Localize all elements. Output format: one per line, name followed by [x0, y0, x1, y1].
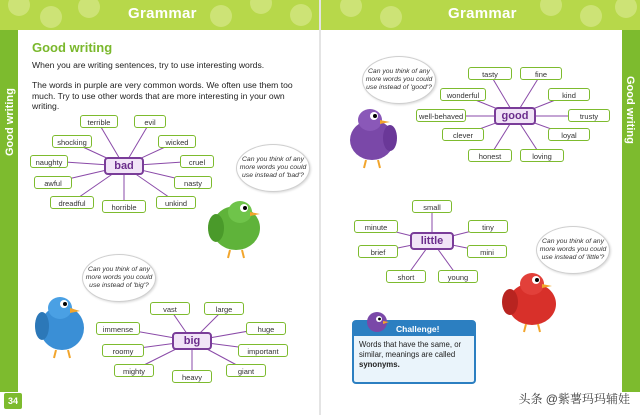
word-large: large: [204, 302, 244, 315]
word-vast: vast: [150, 302, 190, 315]
speech-bubble-good: [362, 56, 436, 104]
word-honest: honest: [468, 149, 512, 162]
page-number: 34: [4, 393, 22, 409]
speech-bubble-little-text: Can you think of any more words you could use instead of 'little'?: [539, 238, 607, 261]
word-important: important: [238, 344, 288, 357]
center-word-little: little: [410, 232, 454, 250]
challenge-box: [352, 320, 476, 384]
word-evil: evil: [134, 115, 166, 128]
word-minute: minute: [354, 220, 398, 233]
word-small: small: [412, 200, 452, 213]
right-banner-title: Grammar: [448, 5, 517, 22]
intro-text: When you are writing sentences, try to use interesting words.: [32, 60, 265, 70]
word-heavy: heavy: [172, 370, 212, 383]
word-kind: kind: [548, 88, 590, 101]
word-loving: loving: [520, 149, 564, 162]
word-awful: awful: [34, 176, 72, 189]
challenge-text: Words that have the same, or similar, meanings are called: [359, 340, 462, 359]
word-wicked: wicked: [158, 135, 196, 148]
word-brief: brief: [358, 245, 398, 258]
purple-bird-illustration: [342, 104, 404, 170]
challenge-body: [359, 340, 469, 370]
word-dreadful: dreadful: [50, 196, 94, 209]
word-mini: mini: [467, 245, 507, 258]
para-line-1: The words in purple are very common words. We often use them too: [32, 80, 293, 90]
word-huge: huge: [246, 322, 286, 335]
left-banner-title: Grammar: [128, 5, 197, 22]
para-line-3: writing.: [32, 101, 60, 111]
challenge-term: synonyms.: [359, 360, 400, 369]
word-clever: clever: [442, 128, 484, 141]
speech-bubble-good-text: Can you think of any more words you could use instead of 'good'?: [365, 68, 433, 91]
word-wonderful: wonderful: [440, 88, 486, 101]
word-horrible: horrible: [102, 200, 146, 213]
red-bird-illustration: [498, 268, 566, 334]
challenge-bird-icon: [364, 308, 390, 334]
word-loyal: loyal: [548, 128, 590, 141]
word-tasty: tasty: [468, 67, 512, 80]
green-bird-illustration: [200, 194, 270, 260]
right-side-tab-label: Good writing: [624, 76, 636, 144]
para-line-2: much. Try to use other words that are more interesting in your own: [32, 90, 285, 101]
center-word-good: good: [494, 107, 536, 125]
challenge-title: Challenge!: [354, 322, 474, 336]
watermark: 头条 @紫薯玛玛辅娃: [518, 392, 630, 406]
center-word-bad: bad: [104, 157, 144, 175]
word-short: short: [386, 270, 426, 283]
word-nasty: nasty: [174, 176, 212, 189]
blue-bird-illustration: [30, 290, 94, 360]
section-heading: Good writing: [32, 40, 113, 55]
speech-bubble-bad-text: Can you think of any more words you could use instead of 'bad'?: [239, 156, 307, 179]
word-terrible: terrible: [80, 115, 118, 128]
center-word-big: big: [172, 332, 212, 350]
word-giant: giant: [226, 364, 266, 377]
word-unkind: unkind: [156, 196, 196, 209]
word-mighty: mighty: [114, 364, 154, 377]
word-roomy: roomy: [102, 344, 144, 357]
speech-bubble-bad: [236, 144, 310, 192]
word-immense: immense: [96, 322, 140, 335]
speech-bubble-little: [536, 226, 610, 274]
word-tiny: tiny: [468, 220, 508, 233]
word-shocking: shocking: [52, 135, 92, 148]
speech-bubble-big-text: Can you think of any more words you could use instead of 'big'?: [85, 266, 153, 289]
word-trusty: trusty: [568, 109, 610, 122]
word-fine: fine: [520, 67, 562, 80]
word-well-behaved: well-behaved: [416, 109, 466, 122]
word-naughty: naughty: [30, 155, 68, 168]
word-young: young: [438, 270, 478, 283]
word-cruel: cruel: [180, 155, 214, 168]
left-side-tab-label: Good writing: [4, 88, 16, 156]
